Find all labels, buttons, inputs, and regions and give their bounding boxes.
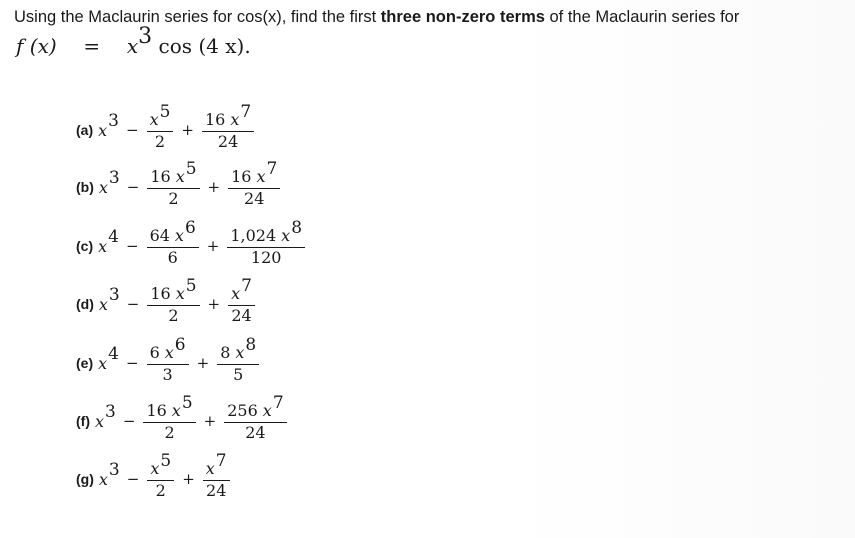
fraction-denominator: 2 xyxy=(168,305,179,325)
numerator-coefficient: 8 xyxy=(220,342,231,362)
operator-minus: − xyxy=(126,178,140,196)
option-expression xyxy=(98,334,260,384)
fraction-numerator xyxy=(147,334,189,365)
function-lhs: f (x) xyxy=(16,34,57,58)
numerator-variable: x xyxy=(150,458,160,478)
numerator-variable: x xyxy=(231,283,241,303)
numerator-variable: x xyxy=(205,458,215,478)
function-exponent: 3 xyxy=(138,24,153,49)
operator-plus: + xyxy=(196,354,210,372)
term-fraction xyxy=(147,275,199,325)
lead-exponent: 3 xyxy=(108,111,119,131)
numerator-exponent: 7 xyxy=(240,101,252,122)
numerator-variable: x xyxy=(174,225,184,245)
fraction-numerator xyxy=(147,158,199,189)
numerator-variable: x xyxy=(230,109,240,129)
fraction-numerator xyxy=(147,275,199,306)
lead-variable: x xyxy=(98,236,108,256)
numerator-variable: x xyxy=(175,166,185,186)
numerator-variable: x xyxy=(171,400,181,420)
operator-minus: − xyxy=(125,354,139,372)
term-fraction xyxy=(143,392,195,442)
function-base: x xyxy=(126,34,139,58)
option-expression xyxy=(98,101,255,151)
term-fraction xyxy=(147,217,199,267)
numerator-exponent: 5 xyxy=(185,158,197,179)
option-label: (g) xyxy=(76,471,94,487)
function-equals: = xyxy=(83,34,101,58)
numerator-coefficient: 16 xyxy=(205,109,226,129)
fraction-denominator: 120 xyxy=(250,247,282,267)
answer-option[interactable] xyxy=(76,336,260,390)
fraction-numerator xyxy=(202,101,254,132)
fraction-denominator: 2 xyxy=(168,188,179,208)
fraction-numerator xyxy=(143,392,195,423)
numerator-exponent: 5 xyxy=(160,450,172,471)
option-expression xyxy=(98,275,256,325)
answer-option[interactable] xyxy=(76,103,255,157)
fraction-numerator xyxy=(228,275,255,306)
fraction-numerator xyxy=(203,450,230,481)
option-label: (e) xyxy=(76,355,94,371)
numerator-variable: x xyxy=(164,342,174,362)
lead-exponent: 4 xyxy=(108,227,119,247)
term-fraction xyxy=(202,101,254,151)
numerator-exponent: 7 xyxy=(266,158,278,179)
numerator-variable: x xyxy=(175,283,185,303)
option-label: (d) xyxy=(76,296,94,312)
numerator-exponent: 5 xyxy=(185,275,197,296)
numerator-exponent: 6 xyxy=(184,217,196,238)
prompt-bold: three non-zero terms xyxy=(380,8,545,26)
fraction-denominator: 24 xyxy=(206,480,227,500)
lead-exponent: 3 xyxy=(105,402,116,422)
fraction-denominator: 3 xyxy=(162,364,173,384)
numerator-variable: x xyxy=(262,400,272,420)
fraction-denominator: 24 xyxy=(245,422,266,442)
function-rest: cos (4 x). xyxy=(158,34,251,58)
term-fraction xyxy=(217,334,259,384)
lead-variable: x xyxy=(98,120,108,140)
fraction-denominator: 24 xyxy=(217,131,239,151)
operator-plus: + xyxy=(203,412,217,430)
numerator-exponent: 7 xyxy=(272,392,284,413)
lead-variable: x xyxy=(98,469,108,489)
fraction-denominator: 24 xyxy=(244,188,265,208)
option-expression xyxy=(98,217,306,267)
fraction-denominator: 6 xyxy=(167,247,178,267)
fraction-numerator xyxy=(147,217,199,248)
numerator-exponent: 5 xyxy=(159,101,171,122)
answer-option[interactable] xyxy=(76,219,306,273)
operator-minus: − xyxy=(126,295,140,313)
fraction-numerator xyxy=(147,101,174,132)
numerator-variable: x xyxy=(256,166,266,186)
fraction-numerator xyxy=(217,334,259,365)
lead-exponent: 3 xyxy=(108,285,120,305)
numerator-exponent: 7 xyxy=(241,275,252,296)
operator-plus: + xyxy=(206,237,220,255)
numerator-exponent: 6 xyxy=(174,334,186,355)
numerator-coefficient: 6 xyxy=(149,342,160,362)
operator-plus: + xyxy=(181,121,194,139)
option-label: (b) xyxy=(76,179,94,195)
term-fraction xyxy=(147,101,174,151)
fraction-numerator xyxy=(228,158,280,189)
fraction-numerator xyxy=(147,450,174,481)
prompt-prefix: Using the Maclaurin series for cos(x), find the first xyxy=(14,8,381,26)
answer-option[interactable] xyxy=(76,160,281,214)
operator-plus: + xyxy=(207,295,221,313)
function-definition xyxy=(16,24,251,74)
operator-minus: − xyxy=(122,412,136,430)
numerator-exponent: 8 xyxy=(245,334,257,355)
numerator-coefficient: 256 xyxy=(227,400,258,420)
term-fraction xyxy=(147,450,174,500)
operator-minus: − xyxy=(125,121,139,139)
operator-plus: + xyxy=(182,470,195,488)
numerator-coefficient: 64 xyxy=(149,225,170,245)
lead-variable: x xyxy=(98,294,108,314)
answer-option[interactable] xyxy=(76,394,288,448)
lead-exponent: 3 xyxy=(108,460,120,480)
option-label: (a) xyxy=(76,122,94,138)
numerator-coefficient: 16 xyxy=(150,166,171,186)
fraction-numerator xyxy=(224,392,286,423)
option-expression xyxy=(95,392,288,442)
lead-exponent: 3 xyxy=(108,168,120,188)
question-prompt xyxy=(14,8,739,27)
numerator-variable: x xyxy=(149,109,159,129)
numerator-coefficient: 16 xyxy=(231,166,252,186)
numerator-coefficient: 16 xyxy=(146,400,167,420)
operator-minus: − xyxy=(125,237,139,255)
term-fraction xyxy=(228,275,255,325)
lead-variable: x xyxy=(95,411,105,431)
answer-option[interactable] xyxy=(76,452,231,506)
term-fraction xyxy=(147,334,189,384)
lead-variable: x xyxy=(98,353,108,373)
numerator-variable: x xyxy=(235,342,245,362)
numerator-exponent: 5 xyxy=(181,392,193,413)
term-fraction xyxy=(227,217,305,267)
fraction-denominator: 2 xyxy=(154,131,166,151)
numerator-coefficient: 1,024 xyxy=(230,225,277,245)
fraction-denominator: 24 xyxy=(231,305,252,325)
option-label: (f) xyxy=(76,413,90,429)
option-label: (c) xyxy=(76,238,94,254)
answer-option[interactable] xyxy=(76,277,256,331)
fraction-denominator: 2 xyxy=(155,480,166,500)
fraction-denominator: 2 xyxy=(164,422,175,442)
numerator-coefficient: 16 xyxy=(150,283,171,303)
term-fraction xyxy=(147,158,199,208)
term-fraction xyxy=(224,392,286,442)
numerator-exponent: 8 xyxy=(291,217,303,238)
lead-variable: x xyxy=(98,177,108,197)
operator-minus: − xyxy=(126,470,140,488)
fraction-numerator xyxy=(227,217,305,248)
prompt-suffix: of the Maclaurin series for xyxy=(544,8,740,26)
term-fraction xyxy=(203,450,230,500)
option-expression xyxy=(98,450,231,500)
numerator-exponent: 7 xyxy=(215,450,227,471)
term-fraction xyxy=(228,158,280,208)
numerator-variable: x xyxy=(281,225,291,245)
option-expression xyxy=(98,158,281,208)
lead-exponent: 4 xyxy=(108,344,119,364)
fraction-denominator: 5 xyxy=(233,364,244,384)
operator-plus: + xyxy=(207,178,221,196)
